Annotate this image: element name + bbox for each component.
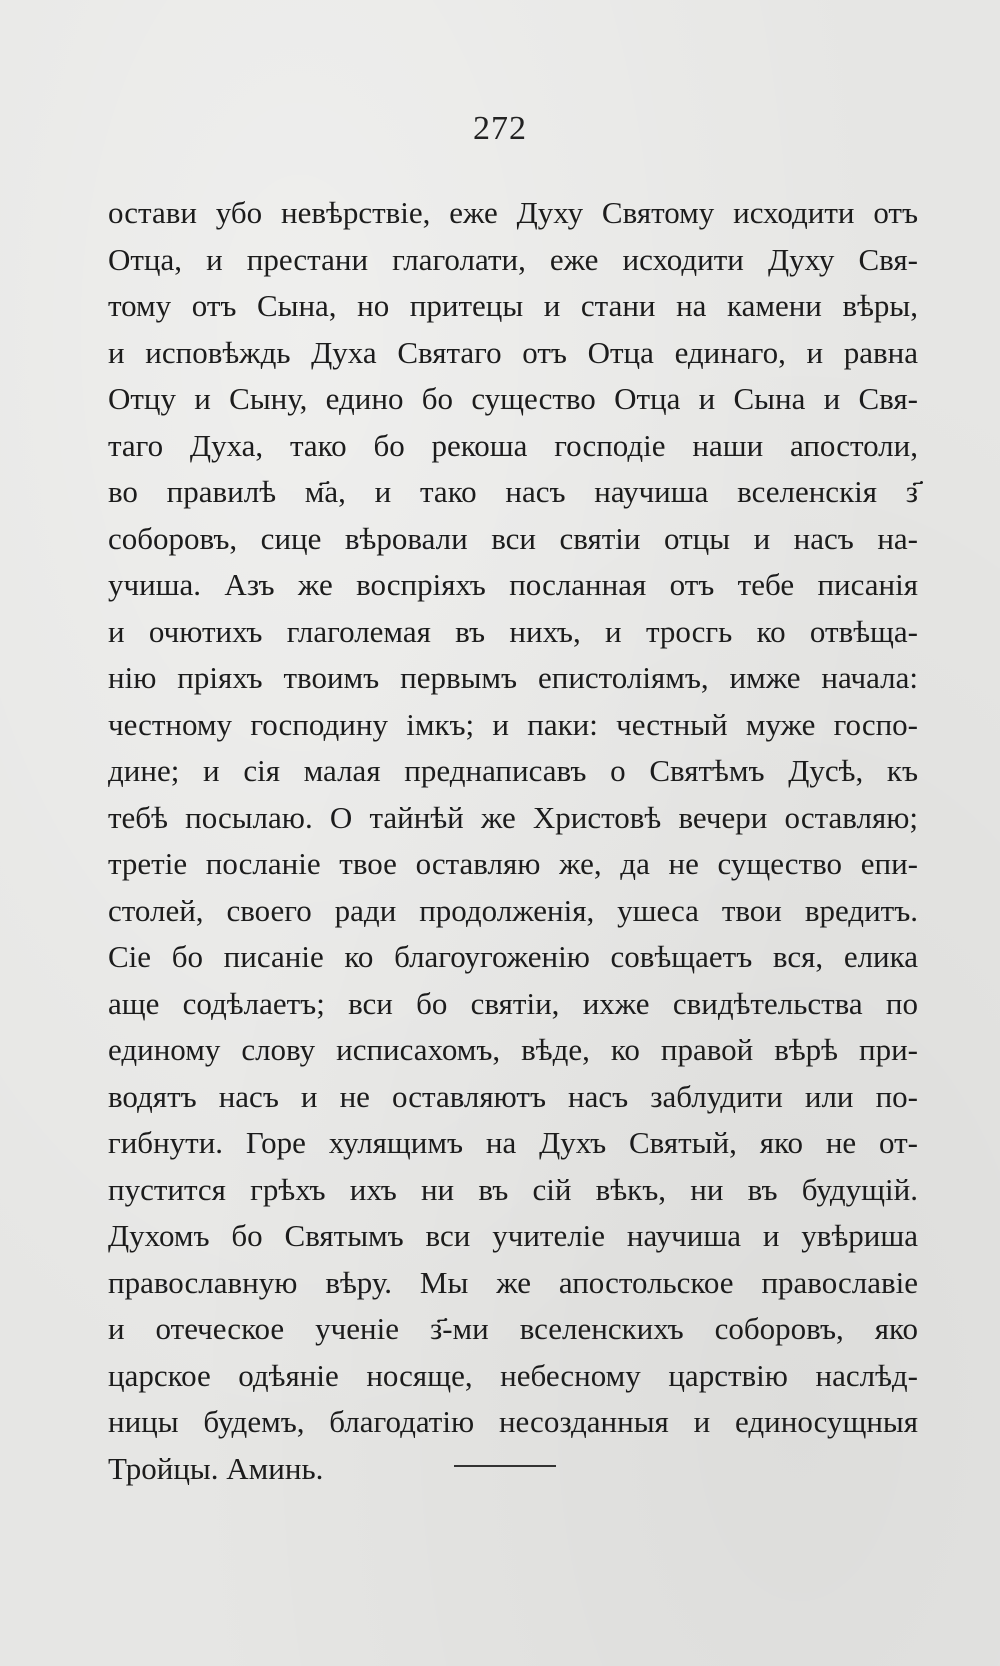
text-line: третіе посланіе твое оставляю же, да не существо епи- [108,846,918,881]
text-line: Отцу и Сыну, едино бо существо Отца и Сына и Свя- [108,381,918,416]
page-number: 272 [473,110,527,147]
text-line: тебѣ посылаю. О тайнѣй же Христовѣ вечери оставляю; [108,799,918,835]
text-line: Тройцы. Аминь. [108,1450,324,1486]
text-line: столей, своего ради продолженія, ушеса твои вредитъ. [108,892,918,928]
text-line: и отеческое ученіе з҃-ми вселенскихъ соборовъ, яко [108,1311,918,1346]
text-line: Отца, и престани глаголати, еже исходити Духу Свя- [108,241,918,277]
text-line: гибнути. Горе хулящимъ на Духъ Святый, яко не от- [108,1125,918,1160]
text-line: единому слову исписахомъ, вѣде, ко правой вѣрѣ при- [108,1032,918,1067]
text-line: во правилѣ м҃а, и тако насъ научиша вселенскія з҃ [108,474,918,509]
body-text [108,190,918,1492]
text-line: пустится грѣхъ ихъ ни въ сій вѣкъ, ни въ будущій. [108,1171,918,1207]
text-line: ницы будемъ, благодатію несозданныя и единосущныя [108,1404,918,1439]
text-line: соборовъ, сице вѣровали вси святіи отцы и насъ на- [108,520,918,556]
text-line: нію пріяхъ твоимъ первымъ епистоліямъ, имже начала: [108,660,918,695]
text-line: учиша. Азъ же воспріяхъ посланная отъ тебе писанія [108,567,918,602]
text-line: и очютихъ глаголемая въ нихъ, и тросгь ко отвѣща- [108,613,918,649]
text-line: царское одѣяніе носяще, небесному царствію наслѣд- [108,1357,918,1393]
text-line: Сіе бо писаніе ко благоугоженію совѣщаетъ вся, елика [108,939,918,974]
text-line: водятъ насъ и не оставляютъ насъ заблудити или по- [108,1078,918,1114]
text-line: честному господину імкъ; и паки: честный муже госпо- [108,706,918,742]
text-line: и исповѣждь Духа Святаго отъ Отца единаго, и равна [108,334,918,370]
text-line: Духомъ бо Святымъ вси учителіе научиша и увѣриша [108,1218,918,1253]
text-line: таго Духа, тако бо рекоша господіе наши апостоли, [108,427,918,463]
end-separator-rule [454,1465,556,1467]
text-line: аще содѣлаетъ; вси бо святіи, ихже свидѣтельства по [108,985,918,1021]
text-line: дине; и сія малая преднаписавъ о Святѣмъ Дусѣ, къ [108,753,918,788]
text-line: тому отъ Сына, но притецы и стани на камени вѣры, [108,288,918,323]
text-line: православную вѣру. Мы же апостольское православіе [108,1264,918,1300]
text-line: остави убо невѣрствіе, еже Духу Святому исходити отъ [108,195,918,230]
